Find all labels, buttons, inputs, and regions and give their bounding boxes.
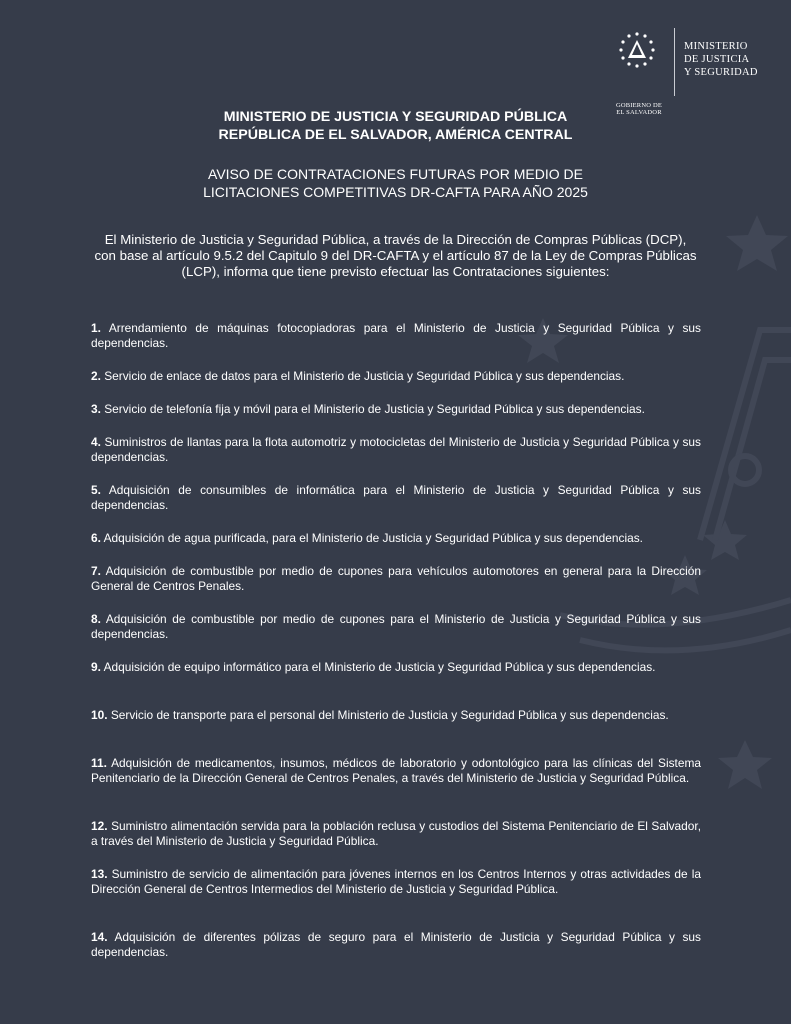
item-number: 11. [91,756,107,770]
item-number: 3. [91,402,101,416]
list-item [91,402,701,417]
item-text: Adquisición de agua purificada, para el Ministerio de Justicia y Seguridad Pública y sus dependencias. [103,531,643,545]
item-text: Arrendamiento de máquinas fotocopiadoras para el Ministerio de Justicia y Seguridad Pública y sus dependencias. [91,321,701,350]
coat-of-arms-icon [612,28,662,78]
intro-paragraph: El Ministerio de Justicia y Seguridad Pública, a través de la Dirección de Compras Públicas (DCP), con base al artículo 9.5.2 del Capitulo 9 del DR-CAFTA y el artículo 87 de la Ley de Compras Públicas (LCP), informa que tiene previsto efectuar las Contrataciones siguientes: [94,232,697,279]
list-item [91,867,701,912]
item-number: 1. [91,321,101,335]
notice-subtitle [0,165,791,201]
page-header [0,108,791,201]
item-number: 12. [91,819,108,833]
procurement-list [91,321,701,978]
list-item [91,660,701,690]
item-number: 5. [91,483,101,497]
item-number: 10. [91,708,108,722]
item-text: Adquisición de medicamentos, insumos, médicos de laboratorio y odontológico para las clínicas del Sistema Penitenciario de la Dirección General de Centros Penales, a través del Ministerio de Justicia y Seguridad Pública. [91,756,701,785]
list-item [91,564,701,594]
item-number: 14. [91,930,108,944]
notice-subtitle-line-1: AVISO DE CONTRATACIONES FUTURAS POR MEDIO DE [208,166,583,182]
list-item [91,531,701,546]
item-text: Servicio de telefonía fija y móvil para el Ministerio de Justicia y Seguridad Pública y sus dependencias. [104,402,645,416]
item-number: 2. [91,369,101,383]
item-number: 13. [91,867,108,881]
logo-divider [674,28,675,96]
item-text: Suministros de llantas para la flota automotriz y motocicletas del Ministerio de Justicia y Seguridad Pública y sus dependencias. [91,435,701,464]
item-text: Adquisición de diferentes pólizas de seguro para el Ministerio de Justicia y Seguridad Pública y sus dependencias. [91,930,701,959]
item-text: Adquisición de combustible por medio de cupones para el Ministerio de Justicia y Seguridad Pública y sus dependencias. [91,612,701,641]
list-item [91,708,701,738]
item-number: 4. [91,435,101,449]
list-item [91,930,701,960]
item-text: Servicio de enlace de datos para el Ministerio de Justicia y Seguridad Pública y sus dependencias. [104,369,625,383]
ministry-logotype: MINISTERIO DE JUSTICIA Y SEGURIDAD [684,41,758,78]
list-item [91,321,701,351]
list-item [91,819,701,849]
list-item [91,435,701,465]
government-caption: GOBIERNO DE EL SALVADOR [615,102,663,116]
item-text: Servicio de transporte para el personal del Ministerio de Justicia y Seguridad Pública y sus dependencias. [110,708,669,722]
list-item [91,756,701,801]
item-text: Adquisición de consumibles de informática para el Ministerio de Justicia y Seguridad Pública y sus dependencias. [91,483,701,512]
government-logo [612,28,772,116]
item-text: Suministro alimentación servida para la población reclusa y custodios del Sistema Penitenciario de El Salvador, a través del Ministerio de Justicia y Seguridad Pública. [91,819,701,848]
item-number: 9. [91,660,101,674]
item-number: 8. [91,612,101,626]
ministry-title: MINISTERIO DE JUSTICIA Y SEGURIDAD PÚBLICA [223,109,568,125]
item-number: 7. [91,564,101,578]
item-text: Suministro de servicio de alimentación para jóvenes internos en los Centros Internos y otras actividades de la Dirección General de Centros Intermedios del Ministerio de Justicia y Seguridad Pública. [91,867,701,896]
list-item [91,612,701,642]
list-item [91,369,701,384]
item-text: Adquisición de combustible por medio de cupones para vehículos automotores en general para la Dirección General de Centros Penales. [91,564,701,593]
item-number: 6. [91,531,101,545]
country-title: REPÚBLICA DE EL SALVADOR, AMÉRICA CENTRAL [218,127,573,143]
item-text: Adquisición de equipo informático para el Ministerio de Justicia y Seguridad Pública y sus dependencias. [103,660,656,674]
list-item [91,483,701,513]
notice-subtitle-line-2: LICITACIONES COMPETITIVAS DR-CAFTA PARA AÑO 2025 [203,184,588,200]
